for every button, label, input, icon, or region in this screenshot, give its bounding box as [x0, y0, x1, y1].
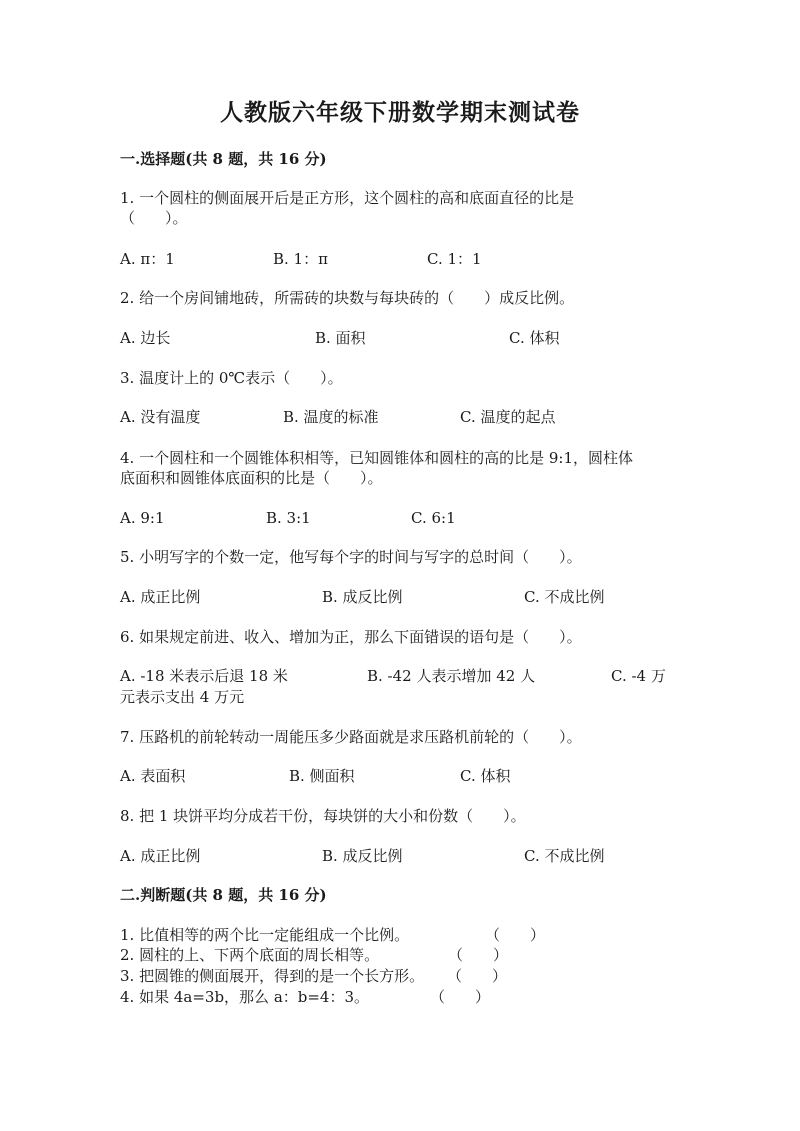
judgment-item-1: 1. 比值相等的两个比一定能组成一个比例。	[120, 926, 410, 944]
question-8-option-b: B. 成反比例	[322, 847, 403, 865]
question-6-option-a: A. -18 米表示后退 18 米	[120, 667, 288, 685]
question-1-stem-cont: （ ）。	[120, 209, 188, 227]
question-3-stem: 3. 温度计上的 0℃表示（ ）。	[120, 369, 343, 387]
question-3-option-b: B. 温度的标准	[283, 408, 379, 426]
question-3-option-a: A. 没有温度	[120, 408, 201, 426]
question-4-stem: 4. 一个圆柱和一个圆锥体积相等，已知圆锥体和圆柱的高的比是 9:1，圆柱体	[120, 449, 633, 467]
question-1-option-b: B. 1：π	[273, 250, 328, 268]
question-4-option-a: A. 9:1	[120, 509, 165, 527]
question-1-option-c: C. 1：1	[427, 250, 482, 268]
question-5-stem: 5. 小明写字的个数一定，他写每个字的时间与写字的总时间（ ）。	[120, 548, 582, 566]
question-6-stem: 6. 如果规定前进、收入、增加为正，那么下面错误的语句是（ ）。	[120, 628, 582, 646]
question-3-option-c: C. 温度的起点	[460, 408, 556, 426]
question-6-option-c: C. -4 万	[611, 667, 666, 685]
question-2-option-c: C. 体积	[509, 329, 560, 347]
question-6-option-b: B. -42 人表示增加 42 人	[367, 667, 536, 685]
question-5-option-a: A. 成正比例	[120, 588, 201, 606]
question-8-option-a: A. 成正比例	[120, 847, 201, 865]
question-2-option-a: A. 边长	[120, 329, 171, 347]
question-1-stem: 1. 一个圆柱的侧面展开后是正方形，这个圆柱的高和底面直径的比是	[120, 189, 575, 207]
question-7-option-c: C. 体积	[460, 767, 511, 785]
judgment-item-2-blank: （ ）	[448, 946, 509, 964]
section-heading-judgment: 二.判断题(共 8 题，共 16 分)	[120, 886, 327, 904]
question-4-stem-cont: 底面积和圆锥体底面积的比是（ ）。	[120, 469, 383, 487]
page-title: 人教版六年级下册数学期末测试卷	[220, 99, 580, 126]
question-5-option-b: B. 成反比例	[322, 588, 403, 606]
question-6-option-c-cont: 元表示支出 4 万元	[120, 688, 245, 706]
judgment-item-3-blank: （ ）	[447, 967, 508, 985]
judgment-item-4: 4. 如果 4a=3b，那么 a：b=4：3。	[120, 988, 370, 1006]
question-2-option-b: B. 面积	[315, 329, 366, 347]
question-1-option-a: A. π：1	[120, 250, 175, 268]
question-4-option-c: C. 6:1	[411, 509, 456, 527]
question-2-stem: 2. 给一个房间铺地砖，所需砖的块数与每块砖的（ ）成反比例。	[120, 289, 575, 307]
question-8-option-c: C. 不成比例	[524, 847, 605, 865]
section-heading-choice: 一.选择题(共 8 题，共 16 分)	[120, 150, 327, 168]
question-7-stem: 7. 压路机的前轮转动一周能压多少路面就是求压路机前轮的（ ）。	[120, 728, 582, 746]
question-4-option-b: B. 3:1	[266, 509, 311, 527]
question-5-option-c: C. 不成比例	[524, 588, 605, 606]
judgment-item-3: 3. 把圆锥的侧面展开，得到的是一个长方形。	[120, 967, 425, 985]
question-8-stem: 8. 把 1 块饼平均分成若干份，每块饼的大小和份数（ ）。	[120, 807, 526, 825]
judgment-item-4-blank: （ ）	[430, 988, 491, 1006]
question-7-option-a: A. 表面积	[120, 767, 186, 785]
judgment-item-2: 2. 圆柱的上、下两个底面的周长相等。	[120, 946, 380, 964]
judgment-item-1-blank: （ ）	[485, 926, 546, 944]
question-7-option-b: B. 侧面积	[289, 767, 355, 785]
